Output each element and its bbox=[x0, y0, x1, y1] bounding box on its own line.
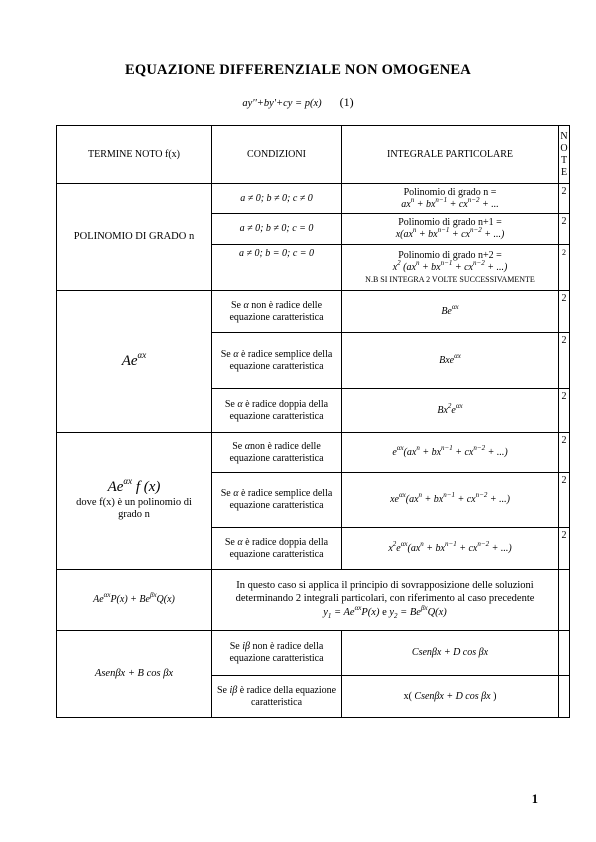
table-row bbox=[57, 570, 570, 631]
table-row bbox=[57, 631, 570, 676]
condition-cell: a ≠ 0; b ≠ 0; c = 0 bbox=[212, 214, 342, 245]
integral-cell: $xe^{\alpha x}(ax^n + bx^{n-1} + cx^{n-2}$ + ...) bbox=[342, 473, 559, 528]
integral-cell: $Be^{\alpha x}$ bbox=[342, 291, 559, 333]
term-description: dove f(x) è un polinomio di grado n bbox=[76, 497, 192, 520]
condition-cell: Se α è radice semplice della equazione caratteristica bbox=[212, 473, 342, 528]
integration-note: N.B SI INTEGRA 2 VOLTE SUCCESSIVAMENTE bbox=[365, 274, 535, 284]
note-cell: 2 bbox=[559, 528, 570, 570]
note-cell bbox=[559, 676, 570, 718]
note-cell bbox=[559, 570, 570, 631]
page-title: EQUAZIONE DIFFERENZIALE NON OMOGENEA bbox=[125, 62, 471, 78]
term-exponential: $Ae^{\alpha x}$ bbox=[57, 291, 212, 433]
integral-cell: $e^{\alpha x}(ax^n + bx^{n-1} + cx^{n-2}$ + ...) bbox=[342, 433, 559, 473]
term-exp-poly: $Ae^{\alpha x}$ f (x) dove f(x) è un polinomio di grado n bbox=[57, 433, 212, 570]
note-cell bbox=[559, 631, 570, 676]
page-number: 1 bbox=[531, 792, 538, 806]
condition-cell: Se αnon è radice delle equazione caratteristica bbox=[212, 433, 342, 473]
condition-cell: a ≠ 0; b ≠ 0; c ≠ 0 bbox=[212, 184, 342, 214]
note-cell: 2 bbox=[559, 214, 570, 245]
integral-cell: x( Csenβx + D cos βx ) bbox=[342, 676, 559, 718]
header-note: N O T E bbox=[559, 126, 570, 184]
term-trig: Asenβx + B cos βx bbox=[57, 631, 212, 718]
condition-cell: Se α non è radice delle equazione caratteristica bbox=[212, 291, 342, 333]
table-row bbox=[57, 291, 570, 333]
integral-cell: Bxe$^{\alpha x}$ bbox=[342, 333, 559, 389]
condition-cell: Se iβ è radice della equazione caratteristica bbox=[212, 676, 342, 718]
term-polinomio: POLINOMIO DI GRADO n bbox=[57, 184, 212, 291]
header-condizioni: CONDIZIONI bbox=[212, 126, 342, 184]
main-equation bbox=[0, 95, 596, 110]
note-cell: 2 bbox=[559, 389, 570, 433]
integral-cell: Polinomio di grado n+1 = $x(ax^n + bx^{n-1} + cx^{n-2}$ + ...) bbox=[342, 214, 559, 245]
integral-cell: $x^2e^{\alpha x}(ax^n + bx^{n-1} + cx^{n-2}$ + ...) bbox=[342, 528, 559, 570]
note-cell: 2 bbox=[559, 184, 570, 214]
superposition-cell bbox=[212, 570, 559, 631]
condition-cell: Se α è radice doppia della equazione caratteristica bbox=[212, 389, 342, 433]
condition-cell: Se α è radice semplice della equazione caratteristica bbox=[212, 333, 342, 389]
equation-lhs: ay''+by'+cy = p(x) bbox=[242, 98, 322, 109]
header-row bbox=[57, 126, 570, 184]
integral-cell: Polinomio di grado n = $ax^n + bx^{n-1} + cx^{n-2}$ + ... bbox=[342, 184, 559, 214]
condition-cell: Se α è radice doppia della equazione caratteristica bbox=[212, 528, 342, 570]
term-superposition: $Ae^{\alpha x}P(x) + Be^{\beta x}Q(x)$ bbox=[57, 570, 212, 631]
header-termine: TERMINE NOTO f(x) bbox=[57, 126, 212, 184]
integral-cell: $Bx^2e^{\alpha x}$ bbox=[342, 389, 559, 433]
superposition-formulas: $y_1 = Ae^{\alpha x}P(x)$ e $y_2 = Be^{\beta x}Q(x)$ bbox=[323, 604, 447, 621]
solutions-table bbox=[56, 125, 570, 718]
note-cell: 2 bbox=[559, 333, 570, 389]
condition-cell: Se iβ non è radice della equazione caratteristica bbox=[212, 631, 342, 676]
header-integrale: INTEGRALE PARTICOLARE bbox=[342, 126, 559, 184]
table-row bbox=[57, 184, 570, 214]
integral-cell: Polinomio di grado n+2 = $x^2$ ($ax^n + bx^{n-1} + cx^{n-2}$ + ...) N.B SI INTEGRA 2 VOLTE SUCCESSIVAMENTE bbox=[342, 245, 559, 291]
note-cell: 2 bbox=[559, 245, 570, 291]
note-cell: 2 bbox=[559, 473, 570, 528]
note-cell: 2 bbox=[559, 291, 570, 333]
table-row bbox=[57, 433, 570, 473]
note-cell: 2 bbox=[559, 433, 570, 473]
integral-cell: Csenβx + D cos βx bbox=[342, 631, 559, 676]
equation-number: (1) bbox=[339, 95, 354, 109]
superposition-text: In questo caso si applica il principio di sovrapposizione delle soluzioni determinando 2 integrali particolari, con riferimento al caso precedente bbox=[235, 580, 535, 604]
condition-cell: a ≠ 0; b = 0; c = 0 bbox=[212, 245, 342, 291]
